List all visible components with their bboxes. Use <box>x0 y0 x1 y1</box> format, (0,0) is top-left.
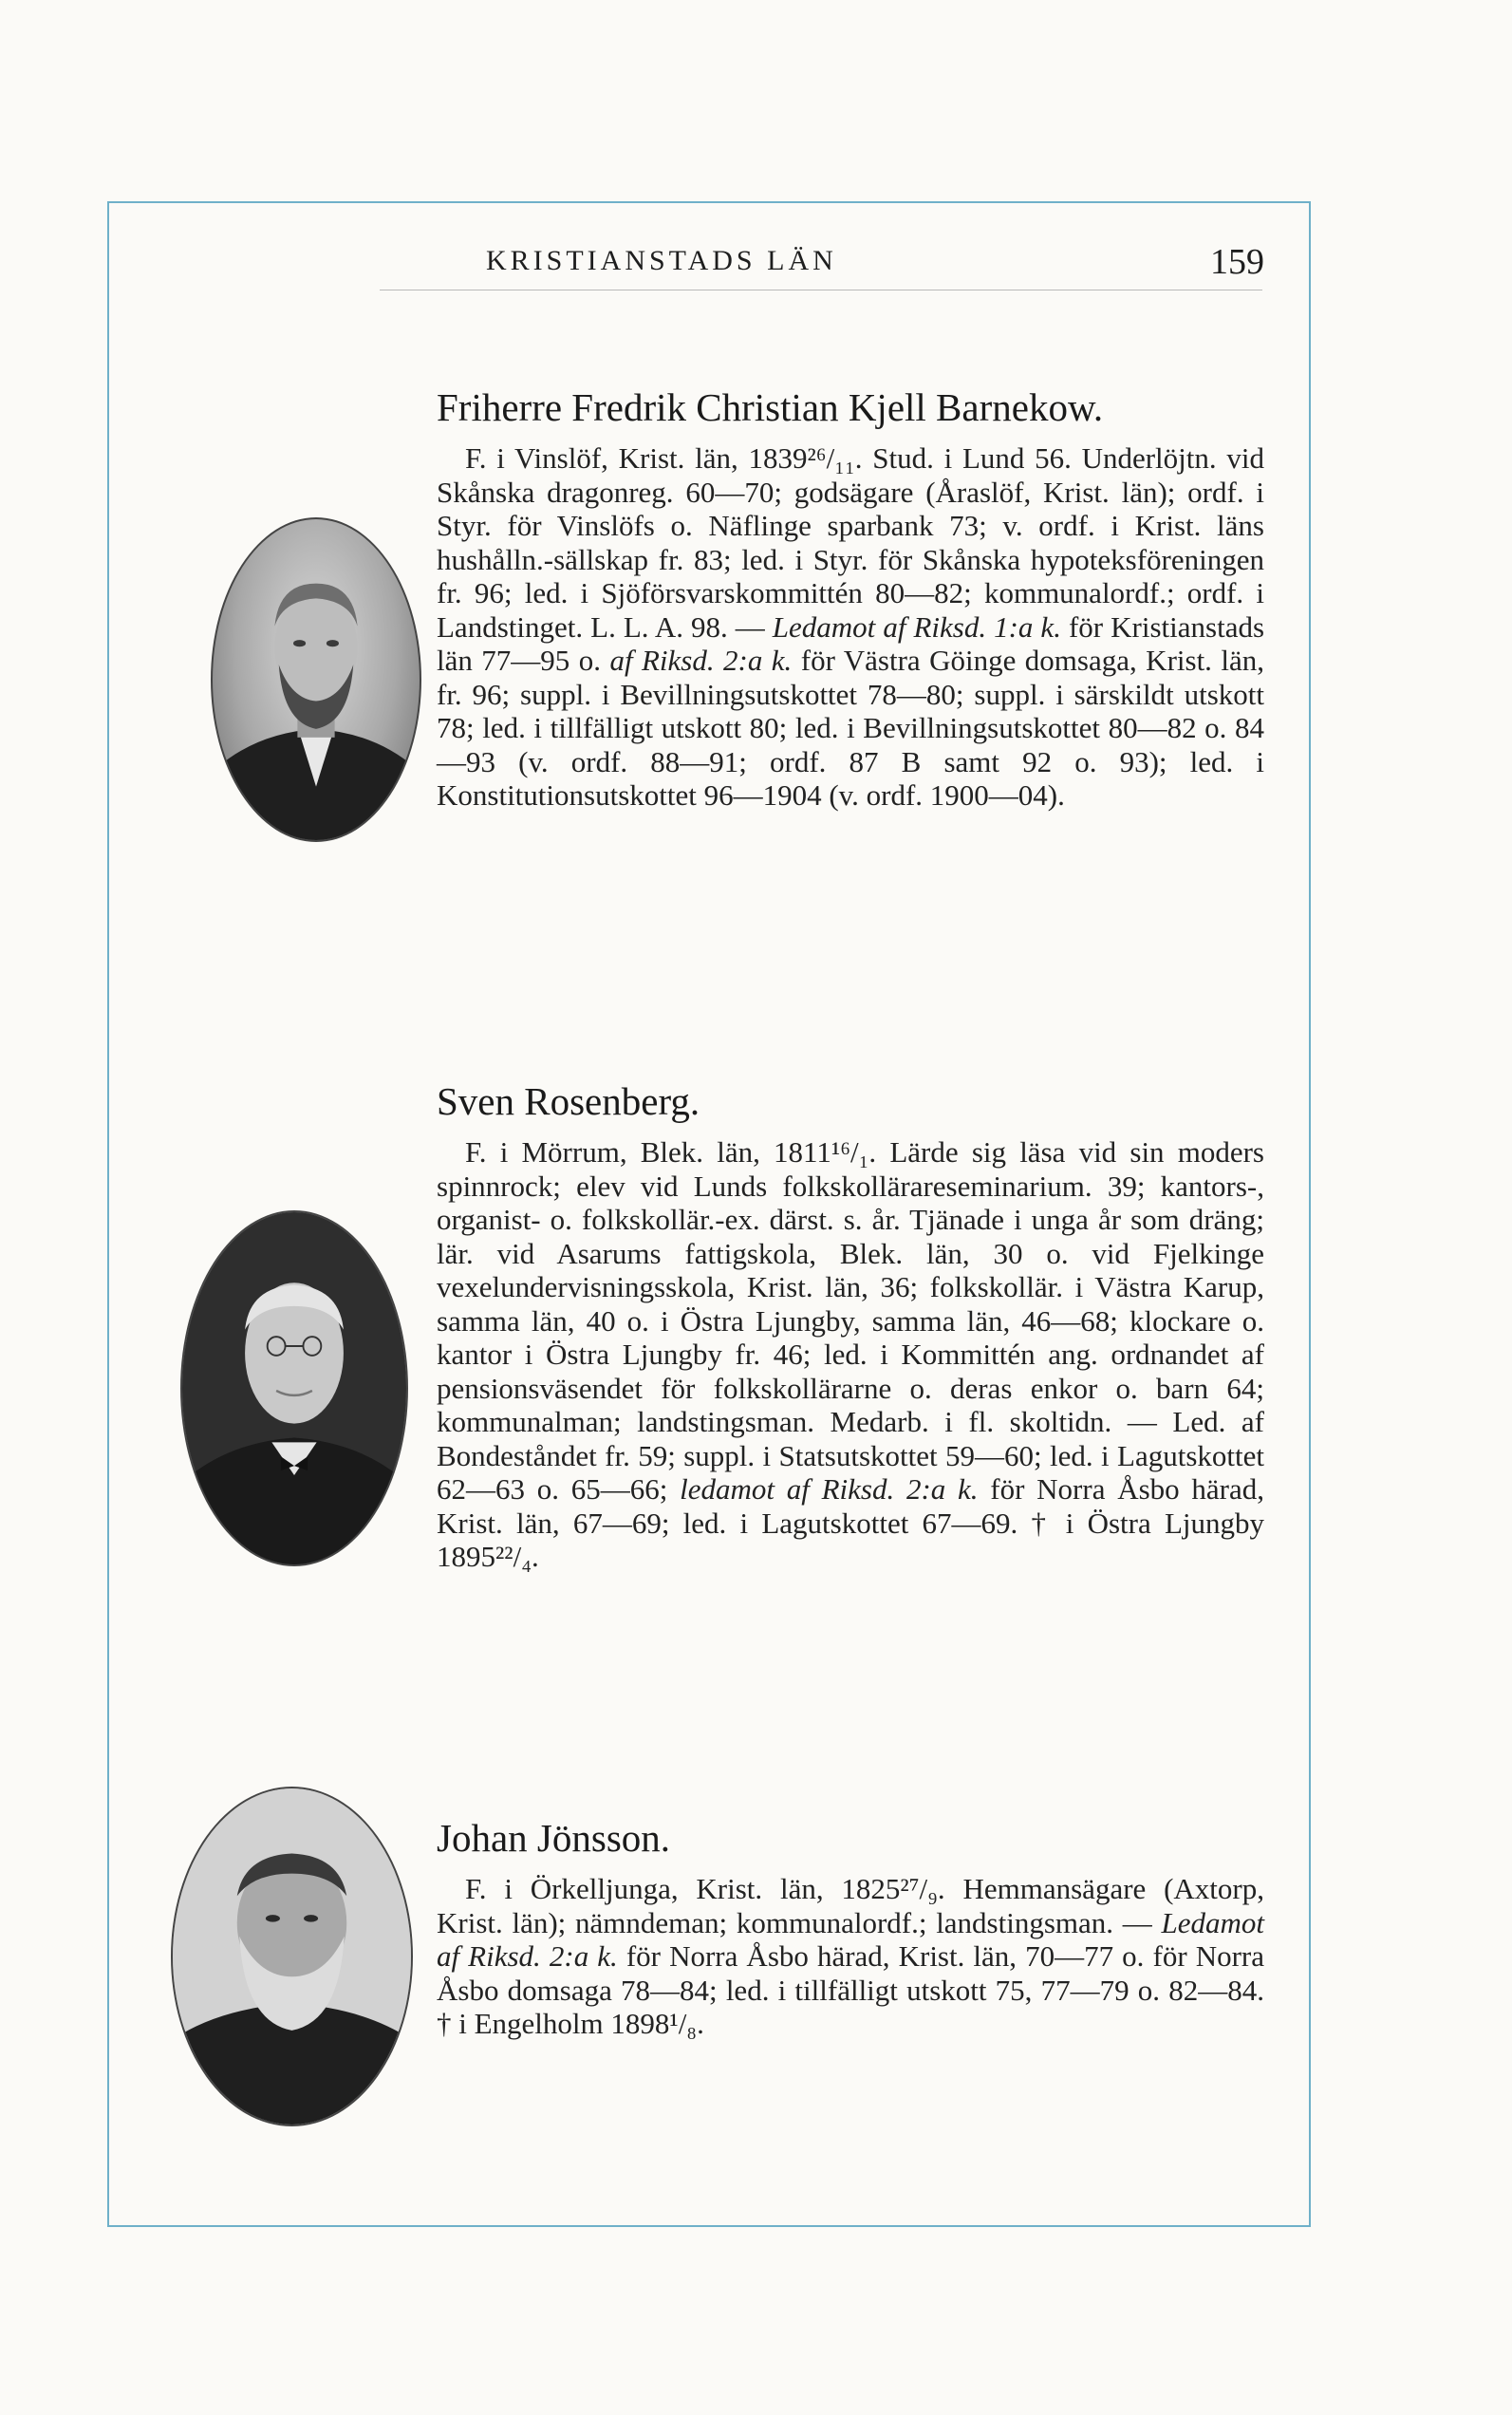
portrait-rosenberg <box>180 1210 408 1566</box>
entry-name: Sven Rosenberg. <box>437 1079 700 1123</box>
entry-bio: F. i Vinslöf, Krist. län, 1839²⁶/₁₁. Stud. i Lund 56. Underlöjtn. vid Skånska dragonreg. 60—70; godsägare (Åraslöf, Krist. län); ordf. i Styr. för Vinslöfs o. Näflinge sparbank 73; v. ordf. i Krist. läns hushålln.-sällskap fr. 83; led. i Styr. för Skånska hypoteksföreningen fr. 96; led. i Sjöförsvarskommittén 80—82; kommunalordf.; ordf. i Landstinget. L. L. A. 98. — Ledamot af Riksd. 1:a k. för Kristianstads län 77—95 o. af Riksd. 2:a k. för Västra Göinge domsaga, Krist. län, fr. 96; suppl. i Bevillningsutskottet 78—80; suppl. i särskildt utskott 78; led. i tillfälligt utskott 80; led. i Bevillningsutskottet 80—82 o. 84—93 (v. ordf. 88—91; ordf. 87 B samt 92 o. 93); led. i Konstitutionsutskottet 96—1904 (v. ordf. 1900—04). <box>437 441 1265 812</box>
entry-bio: F. i Mörrum, Blek. län, 1811¹⁶/₁. Lärde sig läsa vid sin moders spinnrock; elev vid Lunds folkskollärareseminarium. 39; kantors-, organist- o. folkskollär.-ex. därst. s. år. Tjänade i unga år som dräng; lär. vid Asarums fattigskola, Blek. län, 30 o. vid Fjelkinge vexelundervisningsskola, Krist. län, 36; folkskollär. i Västra Karup, samma län, 40 o. i Östra Ljungby, samma län, 46—68; klockare o. kantor i Östra Ljungby fr. 46; led. i Kommittén ang. ordnandet af pensionsväsendet för folkskollärarne o. deras enkor o. barn 64; kommunalman; landstingsman. Medarb. i fl. skoltidn. — Led. af Bondeståndet fr. 59; suppl. i Statsutskottet 59—60; led. i Lagutskottet 62—63 o. 65—66; ledamot af Riksd. 2:a k. för Norra Åsbo härad, Krist. län, 67—69; led. i Lagutskottet 67—69. † i Östra Ljungby 1895²²/₄. <box>437 1135 1264 1573</box>
entry-jonsson <box>437 1815 1264 2041</box>
portrait-jonsson-image <box>173 1788 411 2125</box>
entry-rosenberg <box>437 1078 1264 1574</box>
entry-name: Friherre Fredrik Christian Kjell Barnekow. <box>437 385 1104 429</box>
entry-name: Johan Jönsson. <box>437 1816 671 1860</box>
entry-bio: F. i Örkelljunga, Krist. län, 1825²⁷/₉. Hemmansägare (Axtorp, Krist. län); nämndeman; kommunalordf.; landstingsman. — Ledamot af Riksd. 2:a k. för Norra Åsbo härad, Krist. län, 70—77 o. för Norra Åsbo domsaga 78—84; led. i tillfälligt utskott 75, 77—79 o. 82—84. † i Engelholm 1898¹/₈. <box>437 1872 1265 2040</box>
running-head <box>486 242 1264 283</box>
page-number: 159 <box>1210 242 1264 282</box>
portrait-barnekow <box>211 517 421 842</box>
entry-barnekow <box>437 384 1264 813</box>
portrait-barnekow-image <box>213 519 420 840</box>
portrait-rosenberg-image <box>182 1212 406 1564</box>
running-head-title: KRISTIANSTADS LÄN <box>486 245 837 276</box>
portrait-jonsson <box>171 1787 413 2126</box>
